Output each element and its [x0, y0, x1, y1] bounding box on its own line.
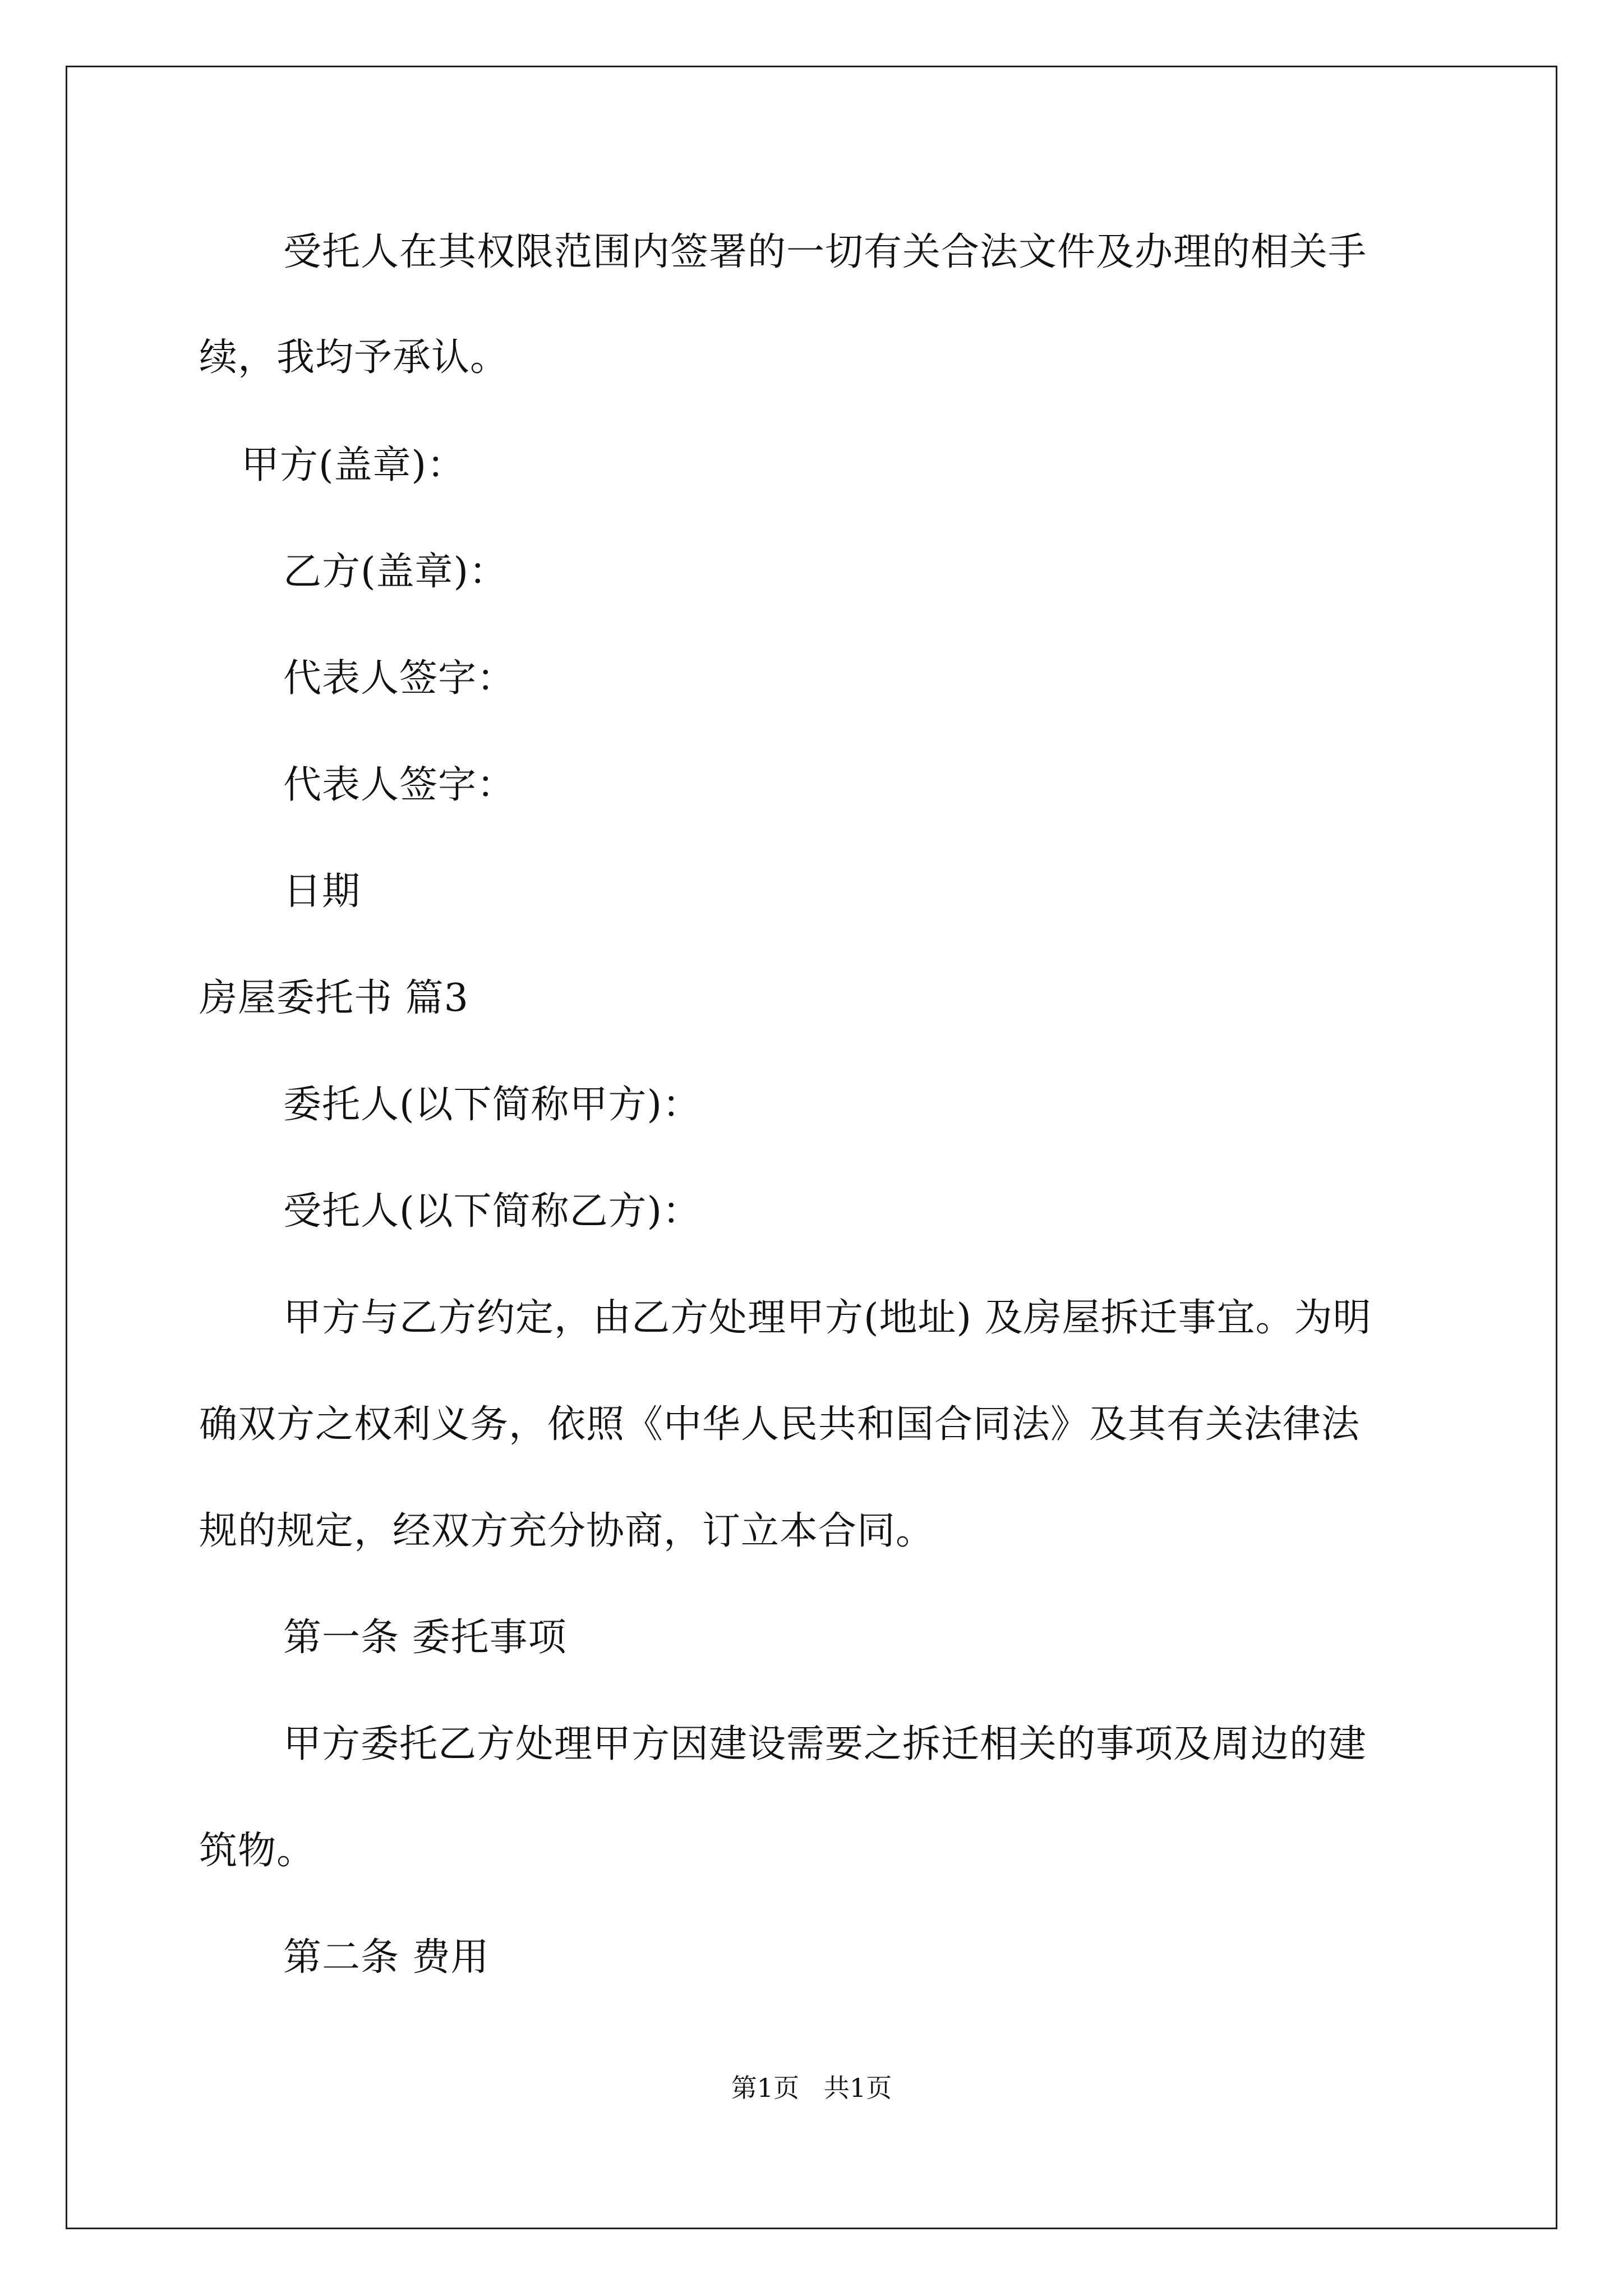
- article-1-heading: 第一条 委托事项: [283, 1616, 567, 1660]
- text-line-3: 甲方(盖章)：: [241, 443, 466, 487]
- text-line-5: 代表人签字：: [283, 656, 516, 701]
- text-line-12: 确双方之权利义务，依照《中华人民共和国合同法》及其有关法律法: [199, 1402, 1361, 1447]
- text-line-11: 甲方与乙方约定，由乙方处理甲方(地址) 及房屋拆迁事宜。为明: [283, 1296, 1372, 1340]
- text-line-6: 代表人签字：: [283, 763, 516, 807]
- text-line-15: 甲方委托乙方处理甲方因建设需要之拆迁相关的事项及周边的建: [283, 1722, 1367, 1766]
- text-line-1: 受托人在其权限范围内签署的一切有关合法文件及办理的相关手: [283, 230, 1367, 274]
- text-line-16: 筑物。: [199, 1829, 316, 1873]
- text-line-2: 续，我均予承认。: [199, 335, 509, 380]
- text-line-9: 委托人(以下简称甲方)：: [283, 1083, 702, 1127]
- text-line-4: 乙方(盖章)：: [283, 550, 508, 594]
- page-border: [66, 66, 1557, 2229]
- text-line-10: 受托人(以下简称乙方)：: [283, 1189, 702, 1234]
- text-line-7: 日期: [283, 869, 361, 914]
- text-line-13: 规的规定，经双方充分协商，订立本合同。: [199, 1509, 935, 1553]
- page-footer: 第1页 共1页: [731, 2073, 892, 2103]
- section-heading: 房屋委托书 篇3: [199, 976, 469, 1020]
- article-2-heading: 第二条 费用: [283, 1935, 490, 1980]
